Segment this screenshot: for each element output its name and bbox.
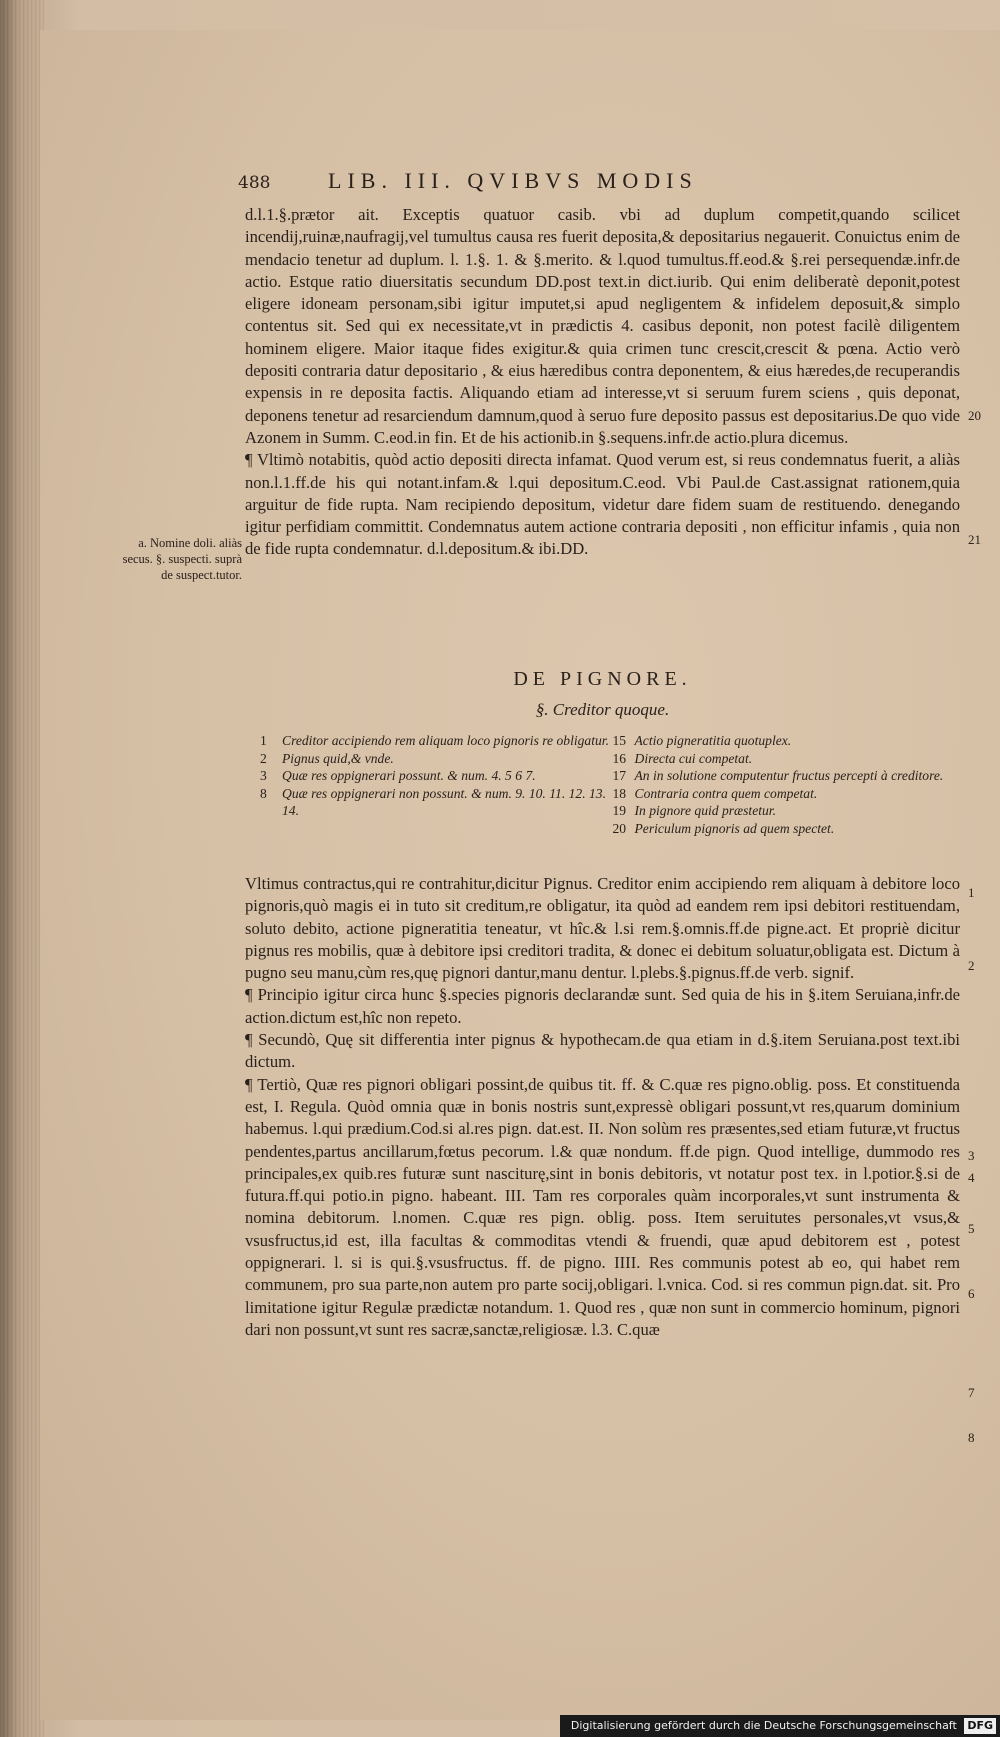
- index-item: 2 Pignus quid,& vnde.: [260, 750, 394, 766]
- index-column-left: [260, 732, 613, 837]
- margin-note: a. Nomine doli. aliàs secus. §. suspecti. suprà de suspect.tutor.: [122, 536, 242, 582]
- index-item: 18 Contraria contra quem competat.: [612, 785, 818, 801]
- paragraph: ¶ Vltimò notabitis, quòd actio depositi directa infamat. Quod verum est, si reus condemnatus fuerit, a aliàs non.l.1.ff.de his qui notant.infam.& l.qui depositum.C.eod. Vbi Paul.de Cast.assignat rationem,quia arguitur de fide rupta. Nam recipiendo depositum, videtur dare fidem suam de restituendo. denegando igitur perfidiam committit. Condemnatus autem actione contraria depositi , non efficitur infamis , quia non de fide rupta condemnatur. d.l.depositum.& ibi.DD.: [245, 450, 960, 559]
- index-item: 17 An in solutione computentur fructus percepti à creditore.: [612, 768, 944, 783]
- paragraph: ¶ Tertiò, Quæ res pignori obligari possint,de quibus tit. ff. & C.quæ res pigno.oblig. poss. Et constituenda est, I. Regula. Quòd omnia quæ in bonis nostris sunt,expressè obligari possunt,vt res,quarum dominium habemus. l.qui prædium.Cod.si al.res pign. dat.est. II. Non solùm res præsentes,sed etiam futuræ,vt fructus pendentes,partus ancillarum,fœtus pecorum. l.& quæ nondum. ff.de pign. Quod intellige, dummodo res principales,ex quib.res futuræ sunt nasciturę,sint in bonis debitoris, vt notatur post tex. in l.potior.§.si de futura.ff.qui potio.in pigno. habeant. III. Tam res corporales quàm incorporales,vt sunt instrumenta & nomina debitorum. l.nomen. C.quæ res pign. oblig. poss. Item seruitutes personales,vt vsus,& vsusfructus,id est, illa facultas & commoditas vtendi & fruendi, quæ apud debitorem est , potest oppignerari. l. si is qui.§.vsusfructus. ff. de pigno. IIII. Res communis potest ab eo, qui habet rem communem, pro sua parte,non autem pro parte socij,obligari. l.vnica. Cod. si res commun pign.dat. sit. Pro limitatione igitur Regulæ prædictæ notandum. 1. Quod res , quæ non sunt in commercio hominum, pignori dari non possunt,vt sunt res sacræ,sanctæ,religiosæ. l.3. C.quæ: [245, 1074, 960, 1339]
- index-item: 16 Directa cui competat.: [612, 750, 753, 766]
- index-item: 15 Actio pigneratitia quotuplex.: [612, 733, 792, 748]
- page-number: 488: [238, 173, 271, 193]
- index-item: 20 Periculum pignoris ad quem spectet.: [612, 820, 835, 836]
- margin-number: 20: [968, 408, 981, 423]
- index-item: 1 Creditor accipiendo rem aliquam loco pignoris re obligatur.: [260, 733, 609, 748]
- paragraph: ¶ Principio igitur circa hunc §.species pignoris declarandæ sunt. Sed quia de his in §.item Seruiana,infr.de action.dictum est,hîc non repeto.: [245, 985, 960, 1027]
- main-text-bottom: [245, 873, 960, 1341]
- margin-number: 4: [968, 1170, 975, 1185]
- paragraph: d.l.1.§.prætor ait. Exceptis quatuor casib. vbi ad duplum competit,quando scilicet incendij,ruinæ,naufragij,vel tumultus causa res fuerit deposita,& depositarius negauerit. Conuictus enim de mendacio tenetur ad duplum. l. 1.§. 1. & §.merito. & l.quod tumultus.ff.eod.& §.rei persequendæ.infr.de actio. Estque ratio diuersitatis secundum DD.post text.in dict.iurib. Qui enim deliberatè deponit,potest eligere idoneam personam,sibi igitur imputet,si apud negligentem & infidelem deposuit,& simplo contentus sit. Sed qui ex necessitate,vt in prædictis 4. casibus deponit, non potest facilè diligentem hominem eligere. Maior itaque fides exigitur.& quia crimen tunc crescit,crescit & pœna. Actio verò depositi contraria datur depositario , & eius hæredibus contra deponentem, & eius hæredes,de recuperandis expensis in re deposita factis. Aliquando etiam ad interesse,vt si seruum furem sciens , quis deponat, deponens tenetur ad resarciendum damnum,quod à seruo fure deposito passus est depositarius.De quo vide Azonem in Summ. C.eod.in fin. Et de his actionib.in §.sequens.infr.de actio.plura dicemus.: [245, 205, 960, 447]
- digitization-footer: [560, 1715, 1000, 1737]
- page-edges: [0, 0, 44, 1737]
- margin-number: 3: [968, 1148, 975, 1163]
- dfg-logo: DFG: [964, 1718, 996, 1734]
- margin-number: 2: [968, 958, 975, 973]
- summary-index: [260, 732, 965, 837]
- margin-number: 6: [968, 1286, 975, 1301]
- margin-number: 21: [968, 532, 981, 547]
- running-title: LIB. III. QVIBVS MODIS: [328, 168, 698, 193]
- page-header: [238, 168, 978, 200]
- margin-number: 7: [968, 1385, 975, 1400]
- margin-number: 8: [968, 1430, 975, 1445]
- index-item: 19 In pignore quid præstetur.: [612, 803, 776, 818]
- index-item: 3 Quæ res oppignerari possunt. & num. 4. 5 6 7.: [260, 768, 536, 783]
- index-column-right: [613, 732, 966, 837]
- footer-credit: Digitalisierung gefördert durch die Deutsche Forschungsgemeinschaft: [570, 1719, 957, 1732]
- section-title: DE PIGNORE.: [513, 668, 692, 690]
- margin-number: 5: [968, 1221, 975, 1236]
- paragraph: ¶ Secundò, Quę sit differentia inter pignus & hypothecam.de qua etiam in d.§.item Seruiana.post text.ibi dictum.: [245, 1030, 960, 1072]
- paragraph: Vltimus contractus,qui re contrahitur,dicitur Pignus. Creditor enim accipiendo rem aliquam à debitore loco pignoris,quò magis ei in tuto sit creditum,re obligatur, ita quòd ad eandem rem ipsi debitori restituendam, soluto debito, actione pigneratitia teneatur, vt hîc.& l.si rem.§.omnis.ff.de pigne.act. Et propriè dicitur pignus res mobilis, quæ à debitore ipsi creditori tradita, & donec ei debitum soluatur,obligata est. Dictum à pugno seu manu,cùm res,quę pignori dantur,manu dentur. l.plebs.§.pignus.ff.de verb. signif.: [245, 874, 960, 983]
- main-text-top: [245, 204, 960, 561]
- margin-number: 1: [968, 885, 975, 900]
- section-subtitle: §. Creditor quoque.: [535, 700, 670, 719]
- index-item: 8 Quæ res oppignerari non possunt. & num. 9. 10. 11. 12. 13. 14.: [260, 785, 606, 818]
